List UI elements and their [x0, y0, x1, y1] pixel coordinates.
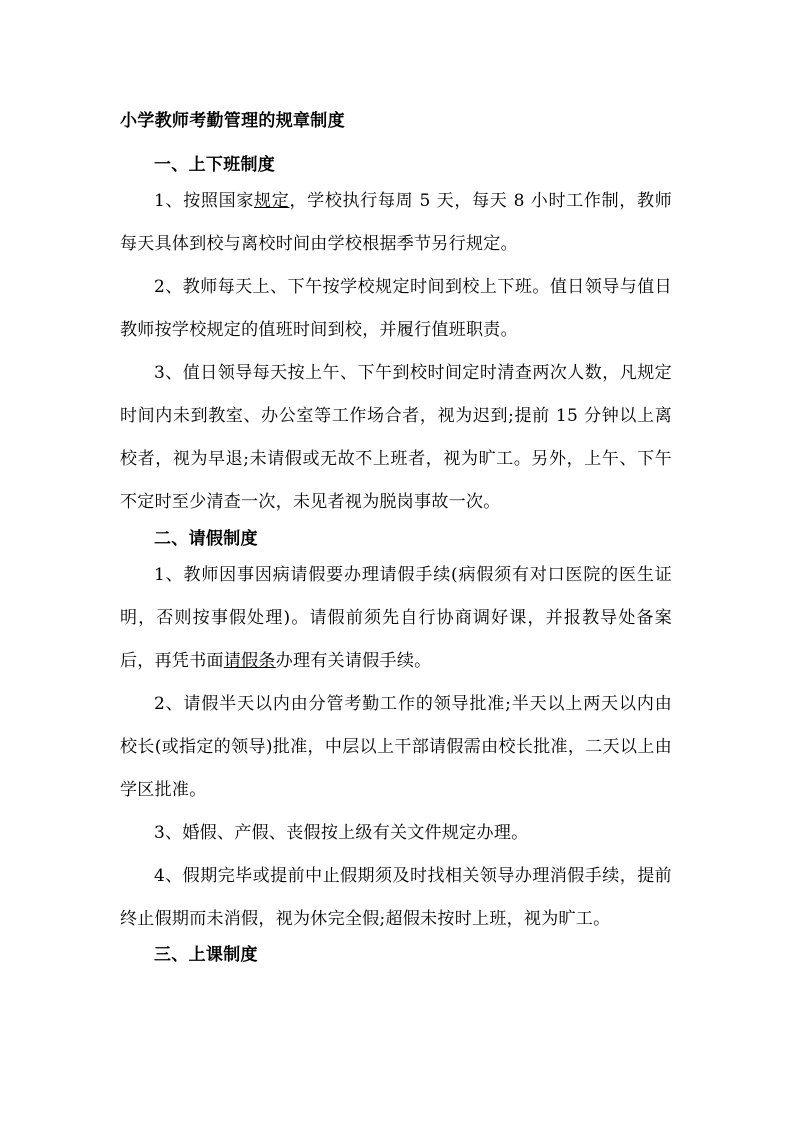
text-segment: 办理有关请假手续。 [275, 651, 432, 671]
document-title: 小学教师考勤管理的规章制度 [120, 111, 345, 131]
paragraph-work-hours-3: 3、值日领导每天按上午、下午到校时间定时清查两次人数，凡规定时间内未到教室、办公室等工作场合者，视为迟到;提前 15 分钟以上离校者，视为早退;未请假或无故不上班者，视为旷工。另外，上午、下午不定时至少清查一次，未见者视为脱岗事故一次。 [120, 363, 672, 512]
paragraph-leave-3: 3、婚假、产假、丧假按上级有关文件规定办理。 [154, 823, 529, 843]
section-heading-work-hours: 一、上下班制度 [154, 155, 276, 175]
text-segment: ，学校执行每周 5 天，每天 8 小时工作制，教师每天具体到校与离校时间由学校根据季节另行规定。 [120, 191, 672, 254]
paragraph-leave-1 [120, 554, 672, 683]
link-regulations[interactable]: 规定 [254, 191, 290, 211]
section-heading-classes: 三、上课制度 [154, 945, 258, 965]
paragraph-leave-4: 4、假期完毕或提前中止假期须及时找相关领导办理消假手续，提前终止假期而未消假，视为休完全假;超假未按时上班，视为旷工。 [120, 866, 672, 929]
link-leave-slip[interactable]: 请假条 [223, 651, 276, 671]
paragraph-work-hours-2: 2、教师每天上、下午按学校规定时间到校上下班。值日领导与值日教师按学校规定的值班时间到校，并履行值班职责。 [120, 277, 672, 340]
text-segment: 1、按照国家 [154, 191, 255, 211]
section-heading-leave: 二、请假制度 [154, 529, 258, 549]
text-segment: 1、教师因事因病请假要办理请假手续(病假须有对口医院的医生证明，否则按事假处理)。请假前须先自行协商调好课，并报教导处备案后，再凭书面 [120, 565, 672, 671]
paragraph-leave-2: 2、请假半天以内由分管考勤工作的领导批准;半天以上两天以内由校长(或指定的领导)批准，中层以上干部请假需由校长批准，二天以上由学区批准。 [120, 694, 672, 800]
paragraph-work-hours-1 [120, 180, 672, 266]
